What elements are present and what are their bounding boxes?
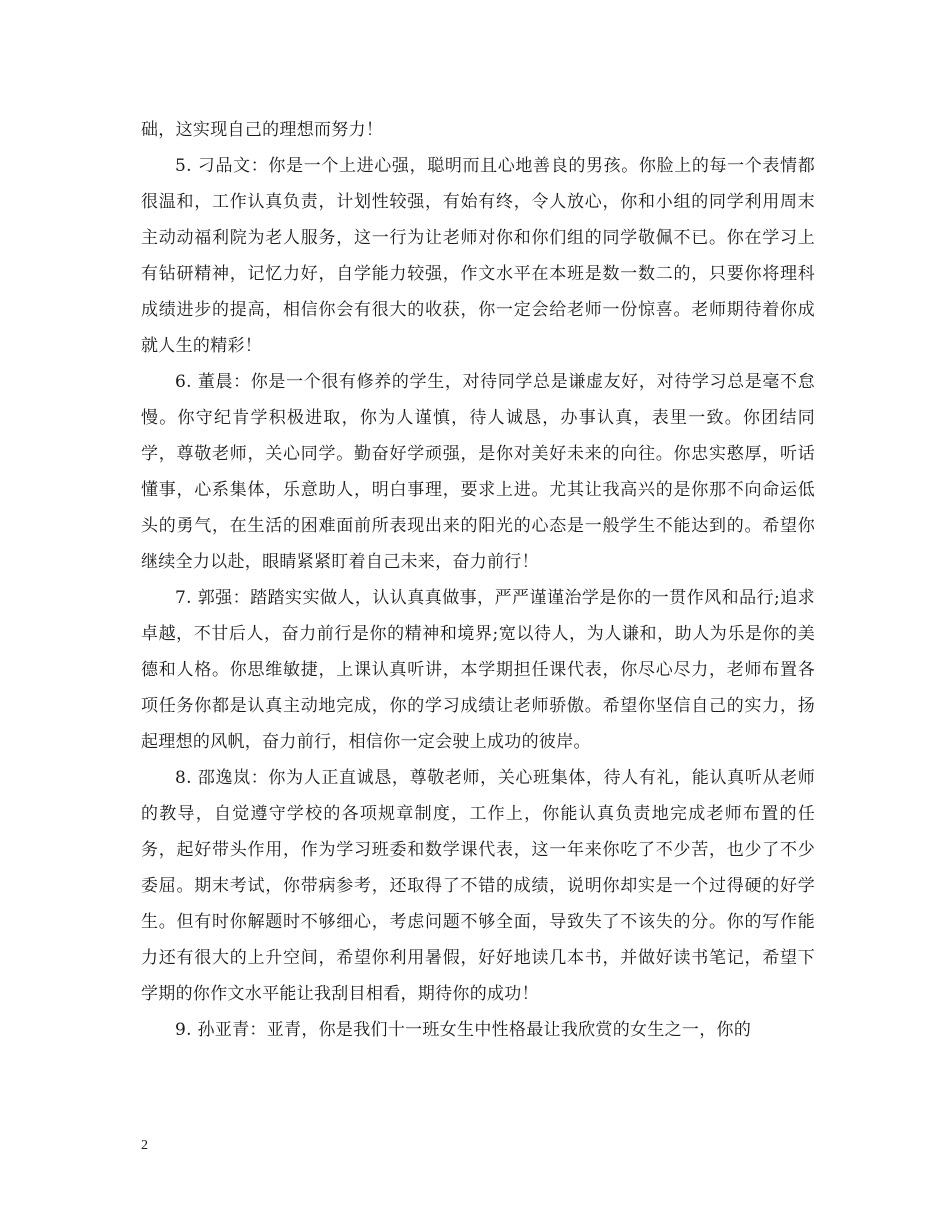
page-number: 2 (141, 1138, 148, 1153)
paragraph-continuation: 础，这实现自己的理想而努力！ (141, 120, 384, 140)
paragraph-comment-5: 5. 刁品文：你是一个上进心强，聪明而且心地善良的男孩。你脸上的每一个表情都很温和，工作认真负责，计划性较强，有始有终，令人放心，你和小组的同学利用周末主动动福利院为老人服务，这一行为让老师对你和你们组的同学敬佩不已。你在学习上有钻研精神，记忆力好，自学能力较强，作文水平在本班是数一数二的，只要你将理科成绩进步的提高，相信你会有很大的收获，你一定会给老师一份惊喜。老师期待着你成就人生的精彩！ (141, 156, 815, 356)
paragraph-comment-6: 6. 董晨：你是一个很有修养的学生，对待同学总是谦虚友好，对待学习总是毫不怠慢。你守纪肯学积极进取，你为人谨慎，待人诚恳，办事认真，表里一致。你团结同学，尊敬老师，关心同学。勤奋好学顽强，是你对美好未来的向往。你忠实憨厚，听话懂事，心系集体，乐意助人，明白事理，要求上进。尤其让我高兴的是你那不向命运低头的勇气，在生活的困难面前所表现出来的阳光的心态是一般学生不能达到的。希望你继续全力以赴，眼睛紧紧盯着自己未来，奋力前行！ (141, 372, 815, 572)
document-body (141, 112, 815, 1048)
paragraph-comment-9: 9. 孙亚青：亚青，你是我们十一班女生中性格最让我欣赏的女生之一，你的 (175, 1020, 752, 1040)
paragraph-comment-7: 7. 郭强：踏踏实实做人，认认真真做事，严严谨谨治学是你的一贯作风和品行;追求卓越，不甘后人，奋力前行是你的精神和境界;宽以待人，为人谦和，助人为乐是你的美德和人格。你思维敏捷，上课认真听讲，本学期担任课代表，你尽心尽力，老师布置各项任务你都是认真主动地完成，你的学习成绩让老师骄傲。希望你坚信自己的实力，扬起理想的风帆，奋力前行，相信你一定会驶上成功的彼岸。 (141, 588, 815, 752)
paragraph-comment-8: 8. 邵逸岚：你为人正直诚恳，尊敬老师，关心班集体，待人有礼，能认真听从老师的教导，自觉遵守学校的各项规章制度，工作上，你能认真负责地完成老师布置的任务，起好带头作用，作为学习班委和数学课代表，这一年来你吃了不少苦，也少了不少委屈。期末考试，你带病参考，还取得了不错的成绩，说明你却实是一个过得硬的好学生。但有时你解题时不够细心，考虑问题不够全面，导致失了不该失的分。你的写作能力还有很大的上升空间，希望你利用暑假，好好地读几本书，并做好读书笔记，希望下学期的你作文水平能让我刮目相看，期待你的成功！ (141, 768, 815, 1004)
